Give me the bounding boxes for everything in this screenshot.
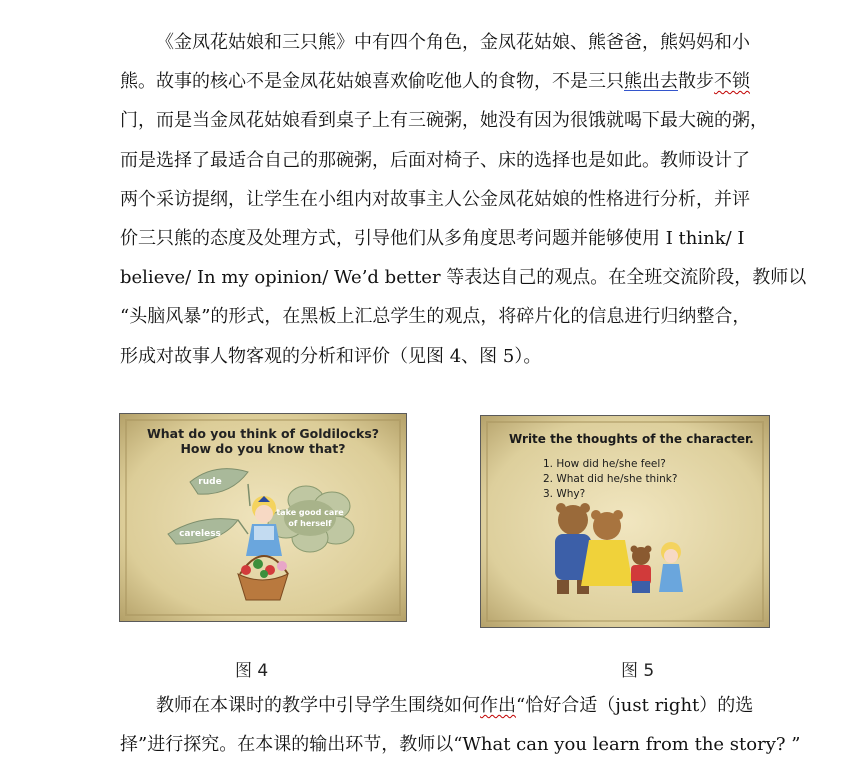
leaf-icon [253, 559, 263, 569]
text-line: “头脑风暴”的形式，在黑板上汇总学生的观点，将碎片化的信息进行归纳整合， [120, 306, 751, 328]
figure4-title-line2: How do you know that? [180, 441, 346, 456]
bear-ear [613, 510, 623, 520]
leaf-careless-label: careless [179, 529, 221, 539]
goldilocks-character [659, 542, 683, 592]
face [255, 505, 273, 523]
bear-ear [631, 546, 638, 553]
text-span: 教师在本课时的教学中引导学生围绕如何 [156, 695, 480, 716]
text-line: 门，而是当金凤花姑娘看到桌子上有三碗粥，她没有因为很饿就喝下最大碗的粥， [120, 110, 768, 132]
flower-label-line2: of herself [288, 519, 332, 528]
text-span: “恰好合适（just right）的选 [516, 695, 754, 716]
bear-ear [645, 546, 652, 553]
flower-label-line1: take good care [276, 508, 344, 517]
dress [659, 564, 683, 592]
figure-4-caption: 图 4 [235, 661, 269, 681]
dress [581, 540, 633, 586]
face [664, 549, 678, 563]
text-line: 价三只熊的态度及处理方式，引导他们从多角度思考问题并能够使用 I think/ I [120, 227, 745, 249]
leaf-rude-label: rude [198, 477, 222, 487]
figure-5-caption: 图 5 [621, 661, 655, 681]
text-span: 《金凤花姑娘和三只熊》中有四个角色，金凤花姑娘、熊爸爸，熊妈妈和小 [156, 32, 750, 53]
parchment-background [481, 416, 769, 627]
three-bears-slide-illustration [481, 416, 769, 627]
grammar-underlined-text: 熊出去 [624, 71, 678, 93]
bear-ear [580, 503, 590, 513]
flower-icon [241, 565, 251, 575]
shorts [632, 581, 650, 593]
text-span: 散步 [678, 71, 714, 93]
text-line: 两个采访提纲，让学生在小组内对故事主人公金凤花姑娘的性格进行分析，并评 [120, 188, 750, 210]
flower-icon [277, 561, 287, 571]
paragraph-1 [120, 23, 812, 376]
figure5-question-2: 2. What did he/she think? [543, 473, 678, 485]
figure5-question-1: 1. How did he/she feel? [543, 458, 666, 470]
text-line: 而是选择了最适合自己的那碗粥，后面对椅子、床的选择也是如此。教师设计了 [120, 149, 750, 171]
bear-leg [557, 580, 569, 594]
figure4-title-line1: What do you think of Goldilocks? [146, 426, 380, 441]
goldilocks-slide-illustration [120, 414, 406, 621]
baby-bear [631, 546, 652, 594]
text-span: 熊。故事的核心不是金凤花姑娘喜欢偷吃他人的食物，不是三只 [120, 71, 624, 93]
figure-4-image [119, 413, 407, 622]
text-line: 择”进行探究。在本课的输出环节，教师以“What can you learn from the story? ” [120, 734, 801, 756]
figure5-question-3: 3. Why? [543, 488, 586, 500]
leaf-icon [260, 570, 268, 578]
spellcheck-underlined-text: 作出 [480, 695, 516, 716]
bear-ear [591, 510, 601, 520]
figure5-title: Write the thoughts of the character. [509, 432, 754, 446]
paragraph-2 [120, 686, 812, 764]
text-line [120, 62, 812, 101]
apron [254, 526, 274, 540]
text-line: 形成对故事人物客观的分析和评价（见图 4、图 5）。 [120, 345, 542, 367]
text-line [120, 686, 812, 725]
flower-center [284, 500, 336, 536]
text-line [120, 23, 812, 62]
spellcheck-underlined-text: 不锁 [714, 71, 750, 93]
figure-5-image [480, 415, 770, 628]
text-line: believe/ In my opinion/ We’d better 等表达自己的观点。在全班交流阶段，教师以 [120, 267, 807, 289]
bear-ear [556, 503, 566, 513]
